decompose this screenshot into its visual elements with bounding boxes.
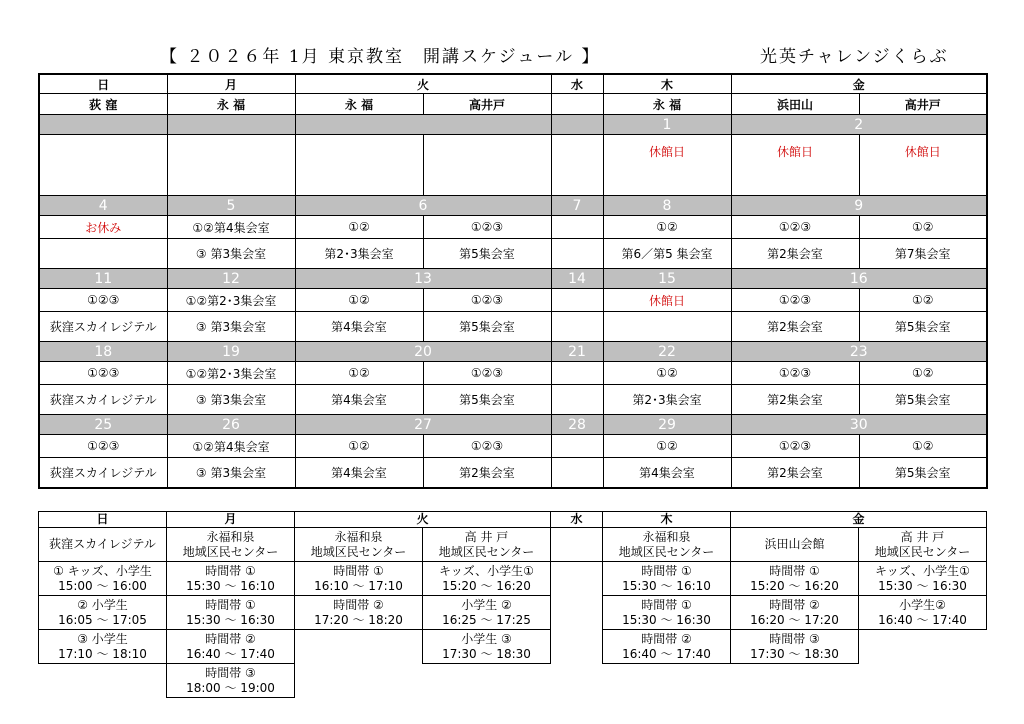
weeks-body: [39, 196, 987, 489]
timeslot-cell: [167, 664, 295, 698]
timeslot-cell: [731, 562, 859, 596]
timeslot-time: 16:10 ～ 17:10: [314, 578, 403, 593]
timeslot-time: 16:25 ～ 17:25: [442, 612, 531, 627]
timeslot-cell: [423, 562, 551, 596]
schedule-cell: ①②第4集会室: [167, 216, 295, 239]
timeslot-cell: [39, 630, 167, 664]
timeslot-label: 時間帯 ②: [205, 631, 256, 646]
schedule-cell: [551, 312, 603, 342]
timeslot-label: キッズ、小学生①: [439, 563, 534, 578]
schedule-cell: ①②: [603, 435, 731, 458]
timeslot-time: 15:30 ～ 16:10: [186, 578, 275, 593]
venue-eifuku-thu: [603, 528, 731, 562]
timeslot-time: 17:10 ～ 18:10: [58, 646, 147, 661]
timeslot-label: 時間帯 ①: [769, 563, 820, 578]
empty-cell: [551, 630, 603, 664]
schedule-cell: ①②: [295, 435, 423, 458]
weekday-mon: 月: [167, 74, 295, 94]
schedule-cell: ③ 第3集会室: [167, 312, 295, 342]
location-eifuku-mon: 永 福: [167, 94, 295, 115]
schedule-row: [39, 216, 987, 239]
schedule-row: [39, 385, 987, 415]
timeslot-cell: [39, 596, 167, 630]
schedule-cell: ①②③: [39, 435, 167, 458]
schedule-cell: 第2集会室: [731, 385, 859, 415]
timeslot-cell: [295, 596, 423, 630]
schedule-cell: ①②③: [423, 216, 551, 239]
date-cell: 19: [167, 342, 295, 362]
organization-name: 光英チャレンジくらぶ: [760, 47, 949, 67]
schedule-cell: ①②③: [39, 289, 167, 312]
schedule-cell: 第5集会室: [423, 239, 551, 269]
schedule-cell: [167, 135, 295, 196]
date-cell: 12: [167, 269, 295, 289]
empty-cell: [295, 630, 423, 664]
schedule-cell: 第4集会室: [603, 458, 731, 489]
tt-weekday-tue: 火: [295, 512, 551, 528]
schedule-cell: ①②: [603, 362, 731, 385]
timeslot-time: 16:40 ～ 17:40: [622, 646, 711, 661]
timeslot-label: 時間帯 ①: [333, 563, 384, 578]
date-row-week0: [39, 115, 987, 135]
empty-cell: [731, 664, 859, 698]
timeslot-label: 時間帯 ②: [333, 597, 384, 612]
schedule-cell: 第5集会室: [423, 385, 551, 415]
content-row-week0: [39, 135, 987, 196]
timeslot-time: 15:30 ～ 16:30: [878, 578, 967, 593]
timeslot-cell: [859, 562, 987, 596]
timeslot-cell: [167, 562, 295, 596]
schedule-cell: [551, 239, 603, 269]
timeslot-label: 時間帯 ③: [205, 665, 256, 680]
schedule-cell: ①②第2･3集会室: [167, 362, 295, 385]
empty-cell: [859, 664, 987, 698]
schedule-cell: ①②: [603, 216, 731, 239]
empty-cell: [551, 562, 603, 596]
timeslot-cell: [167, 596, 295, 630]
timetable-venue-row: [39, 528, 987, 562]
date-cell: 25: [39, 415, 167, 435]
schedule-cell: ③ 第3集会室: [167, 239, 295, 269]
schedule-cell: 第5集会室: [859, 385, 987, 415]
date-cell: 9: [731, 196, 987, 216]
tt-weekday-thu: 木: [603, 512, 731, 528]
schedule-cell: ①②: [295, 362, 423, 385]
schedule-cell: [603, 312, 731, 342]
timeslot-label: 時間帯 ②: [769, 597, 820, 612]
timetable-row: [39, 630, 987, 664]
timeslot-time: 16:20 ～ 17:20: [750, 612, 839, 627]
date-row: [39, 269, 987, 289]
location-eifuku-thu: 永 福: [603, 94, 731, 115]
schedule-cell: ①②③: [423, 289, 551, 312]
venue-sub: 地域区民センター: [310, 544, 407, 559]
venue-takaido-tue: [423, 528, 551, 562]
closed-label: 休館日: [731, 135, 859, 196]
schedule-cell: 第7集会室: [859, 239, 987, 269]
weekday-sun: 日: [39, 74, 167, 94]
timeslot-cell: [295, 562, 423, 596]
timeslot-cell: [39, 562, 167, 596]
schedule-row: [39, 312, 987, 342]
timeslot-cell: [603, 596, 731, 630]
timeslot-label: 時間帯 ②: [641, 631, 692, 646]
date-row: [39, 342, 987, 362]
date-cell: 16: [731, 269, 987, 289]
timeslot-cell: [603, 562, 731, 596]
timeslot-time: 16:40 ～ 17:40: [878, 612, 967, 627]
date-cell: 30: [731, 415, 987, 435]
tt-weekday-fri: 金: [731, 512, 987, 528]
date-cell: 21: [551, 342, 603, 362]
date-cell: 18: [39, 342, 167, 362]
timeslot-label: 時間帯 ①: [641, 597, 692, 612]
empty-cell: [295, 664, 423, 698]
weekday-tue: 火: [295, 74, 551, 94]
schedule-cell: ①②第4集会室: [167, 435, 295, 458]
schedule-cell: [551, 435, 603, 458]
date-cell: 23: [731, 342, 987, 362]
location-header-row: [39, 94, 987, 115]
timeslot-label: 小学生②: [899, 597, 946, 612]
timetable-row: [39, 562, 987, 596]
schedule-cell: [295, 135, 423, 196]
timeslot-time: 15:30 ～ 16:10: [622, 578, 711, 593]
timeslot-label: 時間帯 ①: [205, 563, 256, 578]
schedule-cell: 第5集会室: [859, 312, 987, 342]
date-cell: 8: [603, 196, 731, 216]
timeslot-time: 17:20 ～ 18:20: [314, 612, 403, 627]
schedule-cell: 第2･3集会室: [603, 385, 731, 415]
timetable-row: [39, 596, 987, 630]
schedule-cell: ①②: [295, 289, 423, 312]
schedule-cell: [39, 239, 167, 269]
timeslot-time: 15:30 ～ 16:30: [186, 612, 275, 627]
timeslot-time: 15:30 ～ 16:30: [622, 612, 711, 627]
tt-weekday-mon: 月: [167, 512, 295, 528]
schedule-cell: 第5集会室: [423, 312, 551, 342]
schedule-row: [39, 435, 987, 458]
empty-cell: [603, 664, 731, 698]
weekday-fri: 金: [731, 74, 987, 94]
timeslot-cell: [603, 630, 731, 664]
schedule-cell: 荻窪スカイレジテル: [39, 385, 167, 415]
timeslot-time: 15:20 ～ 16:20: [750, 578, 839, 593]
location-hamadayama: 浜田山: [731, 94, 859, 115]
date-cell: 22: [603, 342, 731, 362]
tt-weekday-sun: 日: [39, 512, 167, 528]
venue-eifuku-mon: [167, 528, 295, 562]
tt-weekday-wed: 水: [551, 512, 603, 528]
schedule-cell: ③ 第3集会室: [167, 458, 295, 489]
schedule-cell: 第2集会室: [423, 458, 551, 489]
venue-sub: 地域区民センター: [874, 544, 971, 559]
date-cell: [295, 115, 551, 135]
schedule-cell: 荻窪スカイレジテル: [39, 458, 167, 489]
schedule-cell: ③ 第3集会室: [167, 385, 295, 415]
schedule-cell: 第4集会室: [295, 458, 423, 489]
date-cell: 29: [603, 415, 731, 435]
date-cell: 6: [295, 196, 551, 216]
timeslot-time: 16:05 ～ 17:05: [58, 612, 147, 627]
venue-ogikubo: 荻窪スカイレジテル: [39, 528, 167, 562]
schedule-cell: ①②③: [423, 435, 551, 458]
schedule-cell: ①②③: [731, 289, 859, 312]
schedule-row: [39, 289, 987, 312]
location-wed-blank: [551, 94, 603, 115]
schedule-row: [39, 458, 987, 489]
date-cell: 28: [551, 415, 603, 435]
timeslot-cell: [167, 630, 295, 664]
schedule-cell: [551, 135, 603, 196]
timeslot-time: 15:00 ～ 16:00: [58, 578, 147, 593]
timetable-weekday-row: [39, 512, 987, 528]
date-cell: 20: [295, 342, 551, 362]
venue-name: 永福和泉: [334, 529, 383, 544]
location-takaido-fri: 高井戸: [859, 94, 987, 115]
venue-sub: 地域区民センター: [618, 544, 715, 559]
date-row: [39, 196, 987, 216]
date-cell: 26: [167, 415, 295, 435]
schedule-cell: 第4集会室: [295, 312, 423, 342]
date-cell: 13: [295, 269, 551, 289]
timeslot-label: ③ 小学生: [77, 631, 128, 646]
schedule-cell: ①②: [859, 362, 987, 385]
schedule-cell: [423, 135, 551, 196]
date-cell: 14: [551, 269, 603, 289]
date-cell: [551, 115, 603, 135]
date-cell: 4: [39, 196, 167, 216]
schedule-cell: ①②③: [731, 216, 859, 239]
location-ogikubo: 荻 窪: [39, 94, 167, 115]
timeslot-cell: [423, 596, 551, 630]
timetable: [38, 511, 987, 698]
date-cell: 2: [731, 115, 987, 135]
schedule-cell: 第2集会室: [731, 458, 859, 489]
timetable-row: [39, 664, 987, 698]
venue-hamadayama: 浜田山会館: [731, 528, 859, 562]
schedule-row: [39, 239, 987, 269]
weekday-header-row: [39, 74, 987, 94]
timeslot-label: 時間帯 ①: [205, 597, 256, 612]
schedule-cell: 第6／第5 集会室: [603, 239, 731, 269]
schedule-cell: [551, 458, 603, 489]
timeslot-label: 小学生 ③: [461, 631, 512, 646]
timeslot-cell: [859, 596, 987, 630]
closed-label: 休館日: [859, 135, 987, 196]
schedule-cell: 第5集会室: [859, 458, 987, 489]
venue-takaido-fri: [859, 528, 987, 562]
date-cell: [39, 115, 167, 135]
venue-sub: 地域区民センター: [438, 544, 535, 559]
schedule-cell: 休館日: [603, 289, 731, 312]
schedule-cell: ①②: [859, 216, 987, 239]
timetable-body: [39, 562, 987, 698]
schedule-cell: [551, 289, 603, 312]
date-cell: 27: [295, 415, 551, 435]
venue-eifuku-tue: [295, 528, 423, 562]
weekday-wed: 水: [551, 74, 603, 94]
schedule-cell: [551, 362, 603, 385]
timeslot-label: 時間帯 ①: [641, 563, 692, 578]
empty-cell: [551, 664, 603, 698]
date-cell: 7: [551, 196, 603, 216]
schedule-cell: ①②③: [731, 435, 859, 458]
timeslot-time: 17:30 ～ 18:30: [442, 646, 531, 661]
schedule-cell: ①②: [859, 289, 987, 312]
timeslot-label: ② 小学生: [77, 597, 128, 612]
date-cell: 15: [603, 269, 731, 289]
date-cell: 1: [603, 115, 731, 135]
timeslot-time: 18:00 ～ 19:00: [186, 680, 275, 695]
timeslot-cell: [423, 630, 551, 664]
timeslot-time: 17:30 ～ 18:30: [750, 646, 839, 661]
schedule-cell: ①②: [859, 435, 987, 458]
schedule-cell: 第4集会室: [295, 385, 423, 415]
schedule-cell: お休み: [39, 216, 167, 239]
schedule-cell: [551, 216, 603, 239]
schedule-cell: ①②③: [39, 362, 167, 385]
date-cell: 11: [39, 269, 167, 289]
venue-name: 高 井 戸: [464, 529, 509, 544]
timeslot-time: 16:40 ～ 17:40: [186, 646, 275, 661]
schedule-cell: 荻窪スカイレジテル: [39, 312, 167, 342]
timeslot-label: 時間帯 ③: [769, 631, 820, 646]
page-title: 【 ２０２６年 1月 東京教室 開講スケジュール 】: [160, 47, 601, 67]
venue-name: 永福和泉: [206, 529, 255, 544]
monthly-schedule-table: [38, 73, 988, 489]
date-cell: 5: [167, 196, 295, 216]
location-takaido-tue: 高井戸: [423, 94, 551, 115]
schedule-cell: [39, 135, 167, 196]
weekday-thu: 木: [603, 74, 731, 94]
date-cell: [167, 115, 295, 135]
schedule-cell: 第2集会室: [731, 239, 859, 269]
schedule-cell: ①②③: [423, 362, 551, 385]
venue-wed-blank: [551, 528, 603, 562]
venue-sub: 地域区民センター: [182, 544, 279, 559]
location-eifuku-tue: 永 福: [295, 94, 423, 115]
schedule-cell: ①②第2･3集会室: [167, 289, 295, 312]
empty-cell: [423, 664, 551, 698]
schedule-cell: ①②: [295, 216, 423, 239]
venue-name: 高 井 戸: [900, 529, 945, 544]
schedule-cell: [551, 385, 603, 415]
empty-cell: [39, 664, 167, 698]
timeslot-cell: [731, 596, 859, 630]
schedule-cell: 第2･3集会室: [295, 239, 423, 269]
timeslot-label: キッズ、小学生①: [875, 563, 970, 578]
timeslot-label: 小学生 ②: [461, 597, 512, 612]
closed-label: 休館日: [603, 135, 731, 196]
schedule-cell: ①②③: [731, 362, 859, 385]
schedule-cell: 第2集会室: [731, 312, 859, 342]
timeslot-label: ① キッズ、小学生: [53, 563, 152, 578]
empty-cell: [859, 630, 987, 664]
empty-cell: [551, 596, 603, 630]
timeslot-time: 15:20 ～ 16:20: [442, 578, 531, 593]
venue-name: 永福和泉: [642, 529, 691, 544]
date-row: [39, 415, 987, 435]
timeslot-cell: [731, 630, 859, 664]
schedule-row: [39, 362, 987, 385]
